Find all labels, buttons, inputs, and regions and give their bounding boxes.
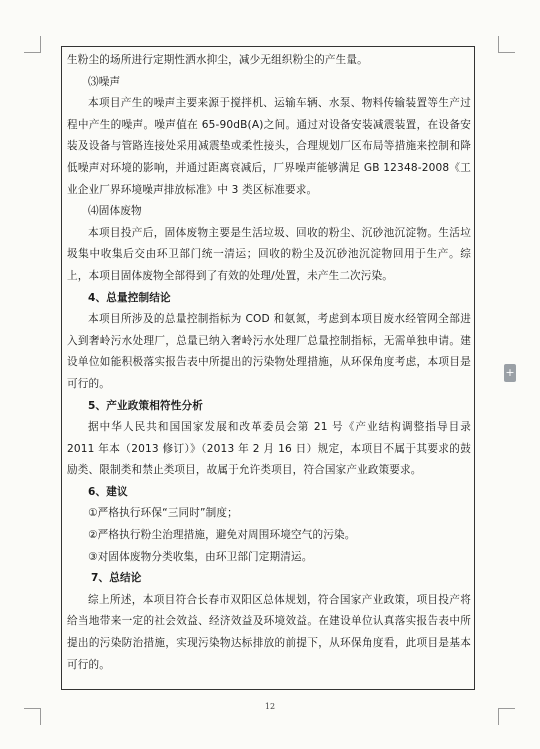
heading-conclusion: 7、总结论 bbox=[91, 572, 142, 585]
crop-mark-top-right bbox=[498, 36, 515, 53]
subheading-noise: ⑶噪声 bbox=[88, 75, 121, 88]
paragraph-industry-policy: 据中华人民共和国国家发展和改革委员会第 21 号《产业结构调整指导目录 2011 年本（2013 修订）》（2013 年 2 月 16 日）规定，本项目不属于其要求的鼓励类、限制类和禁止类项目，故属于允许类项目，符合国家产业政策要求。 bbox=[67, 421, 471, 477]
suggestion-item-3: ③对固体废物分类收集，由环卫部门定期清运。 bbox=[88, 550, 313, 563]
document-body bbox=[67, 50, 471, 676]
expand-panel-button[interactable]: + bbox=[504, 364, 516, 382]
heading-total-control: 4、总量控制结论 bbox=[88, 291, 171, 304]
heading-suggestions: 6、建议 bbox=[88, 485, 128, 498]
paragraph-total-control: 本项目所涉及的总量控制指标为 COD 和氨氮，考虑到本项目废水经管网全部进入到奢岭污水处理厂，总量已纳入奢岭污水处理厂总量控制指标，无需单独申请。建设单位如能积极落实报告表中所提出的污染物处理措施，从环保角度考虑，本项目是可行的。 bbox=[67, 313, 471, 390]
paragraph-dust-tail: 生粉尘的场所进行定期性洒水抑尘，减少无组织粉尘的产生量。 bbox=[67, 54, 368, 66]
paragraph-conclusion: 综上所述，本项目符合长春市双阳区总体规划，符合国家产业政策，项目投产将给当地带来一定的社会效益、经济效益及环境效益。在建设单位认真落实报告表中所提出的污染防治措施，实现污染物达标排放的前提下，从环保角度看，此项目是基本可行的。 bbox=[67, 593, 471, 671]
page-number: 12 bbox=[264, 702, 276, 711]
crop-mark-top-left bbox=[24, 36, 41, 53]
subheading-solid-waste: ⑷固体废物 bbox=[88, 205, 142, 218]
heading-industry-policy: 5、产业政策相符性分析 bbox=[88, 399, 203, 412]
suggestion-item-1: ①严格执行环保“三同时”制度； bbox=[88, 507, 238, 520]
suggestion-item-2: ②严格执行粉尘治理措施，避免对周围环境空气的污染。 bbox=[88, 529, 356, 542]
paragraph-noise: 本项目产生的噪声主要来源于搅拌机、运输车辆、水泵、物料传输装置等生产过程中产生的噪声。噪声值在 65-90dB(A)之间。通过对设备安装减震装置，在设备安装及设备与管路连接处采用减震垫或柔性接头，合理规划厂区布局等措施来控制和降低噪声对环境的影响，并通过距离衰减后，厂界噪声能够满足 GB 12348-2008《工业企业厂界环境噪声排放标准》中 3 类区标准要求。 bbox=[67, 97, 471, 196]
paragraph-solid-waste: 本项目投产后，固体废物主要是生活垃圾、回收的粉尘、沉砂池沉淀物。生活垃圾集中收集后交由环卫部门统一清运；回收的粉尘及沉砂池沉淀物回用于生产。综上，本项目固体废物全部得到了有效的处理/处置，未产生二次污染。 bbox=[67, 226, 471, 282]
